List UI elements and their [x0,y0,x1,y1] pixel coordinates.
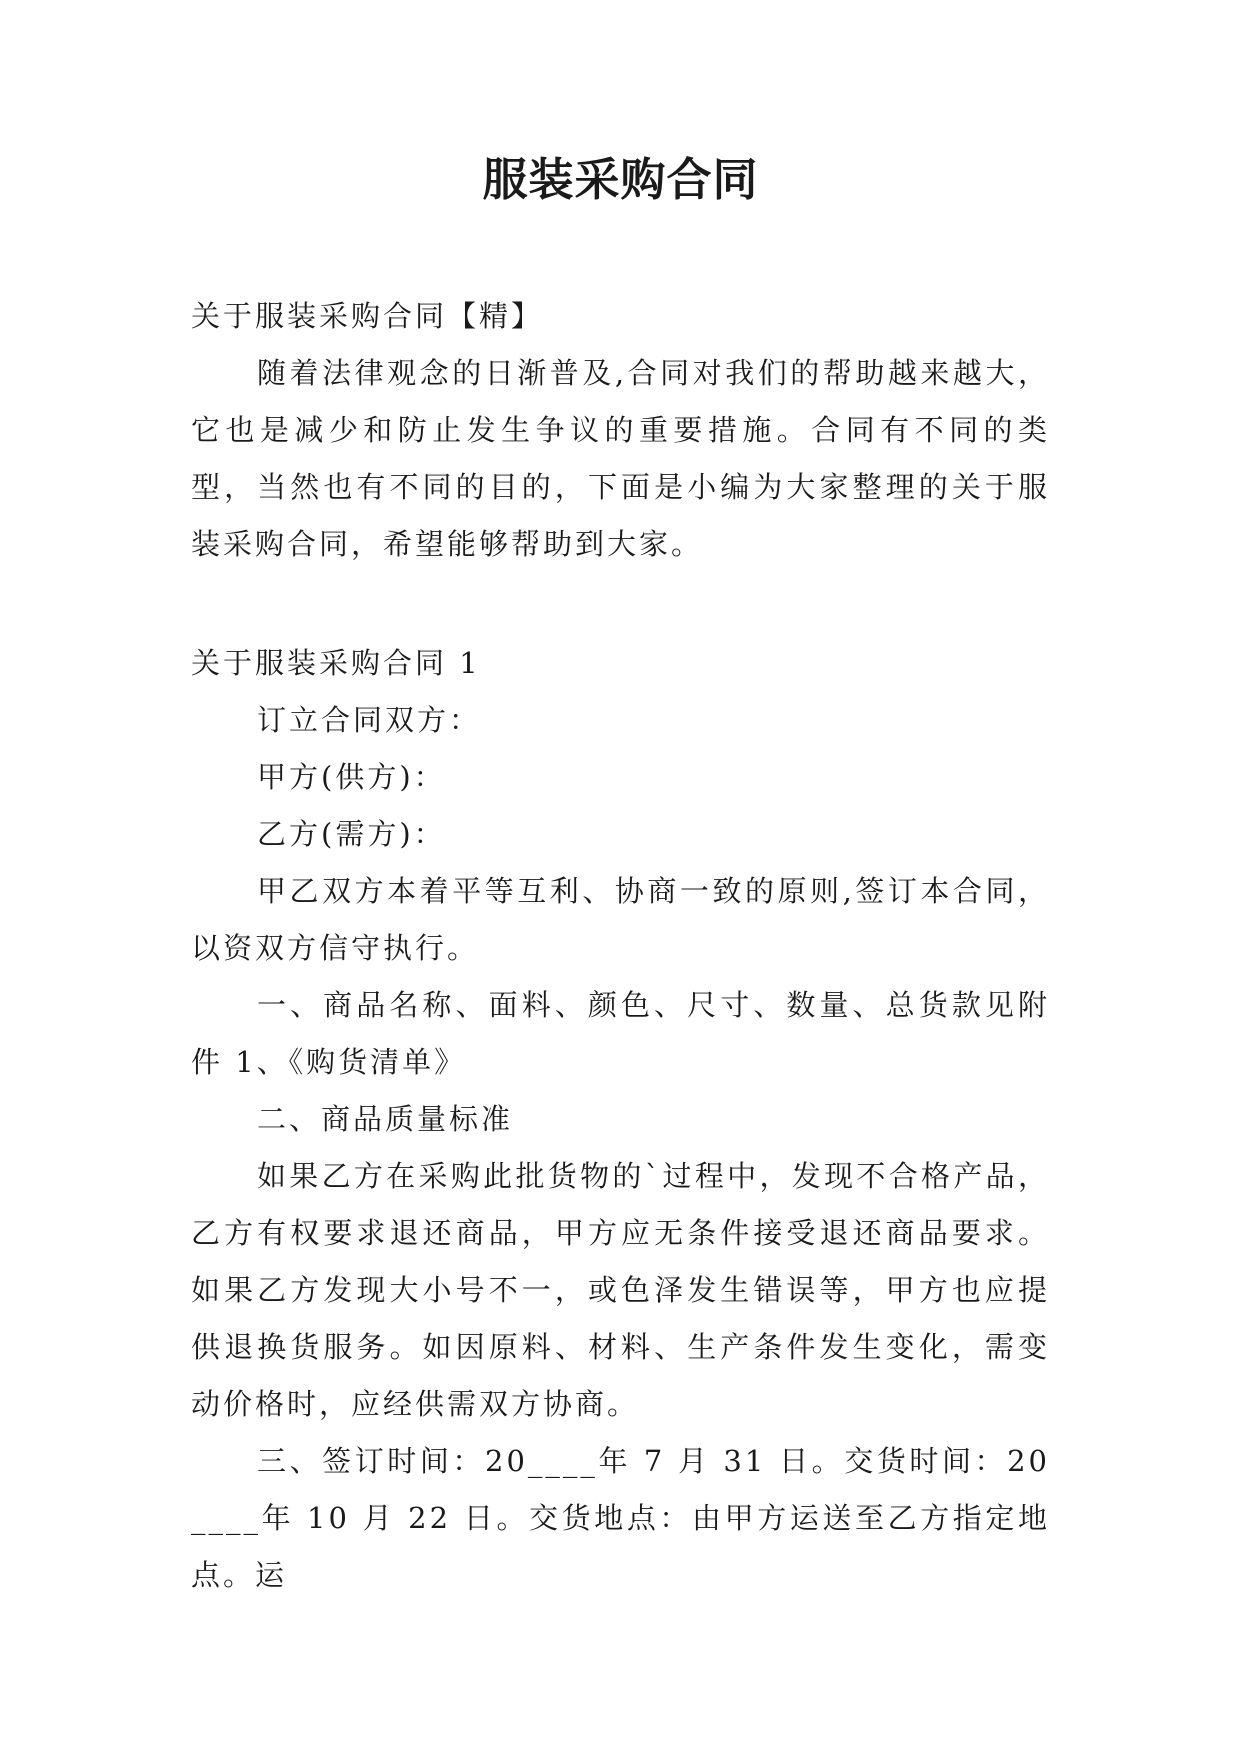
party-b-label: 乙方(需方)： [257,817,446,851]
intro-heading: 关于服装采购合同【精】 [191,299,544,333]
principle-paragraph: 甲乙双方本着平等互利、协商一致的原则,签订本合同，以资双方信守执行。 [191,874,1050,965]
intro-paragraph: 随着法律观念的日渐普及,合同对我们的帮助越来越大，它也是减少和防止发生争议的重要措施。合同有不同的类型，当然也有不同的目的，下面是小编为大家整理的关于服装采购合同，希望能够帮助到大家。 [191,356,1050,561]
clause-1: 一、商品名称、面料、颜色、尺寸、数量、总货款见附件 1、《购货清单》 [191,988,1050,1079]
section-spacer [191,573,1050,635]
section-heading: 关于服装采购合同 1 [191,646,481,680]
document-title: 服装采购合同 [482,153,759,206]
parties-label: 订立合同双方： [257,703,482,737]
party-a-label: 甲方(供方)： [257,760,446,794]
clause-3: 三、签订时间：20____年 7 月 31 日。交货时间：20____年 10 月 22 日。交货地点：由甲方运送至乙方指定地点。运 [191,1444,1050,1592]
clause-2-paragraph: 如果乙方在采购此批货物的`过程中，发现不合格产品，乙方有权要求退还商品，甲方应无条件接受退还商品要求。如果乙方发现大小号不一，或色泽发生错误等，甲方也应提供退换货服务。如因原料、材料、生产条件发生变化，需变动价格时，应经供需双方协商。 [191,1159,1050,1421]
document-body [191,288,1050,1604]
clause-2-heading: 二、商品质量标准 [257,1102,514,1136]
